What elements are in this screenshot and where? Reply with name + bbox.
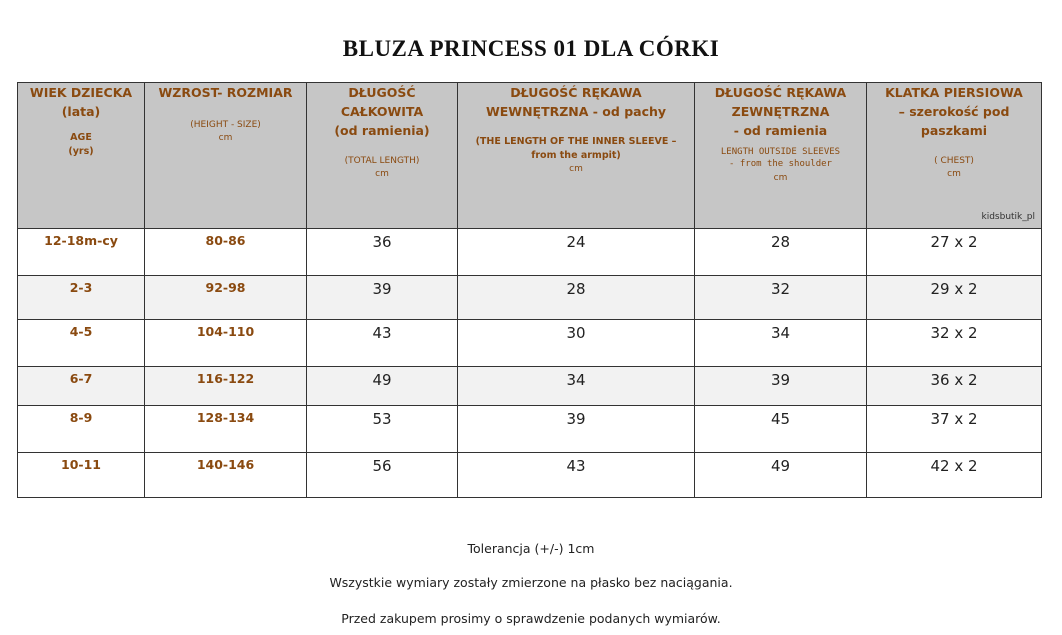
- header-total-main-2: CAŁKOWITA: [340, 104, 424, 119]
- cell-outer-sleeve: 34: [695, 320, 867, 367]
- cell-age: 12-18m-cy: [18, 229, 145, 276]
- cell-height: 140-146: [145, 453, 307, 498]
- cell-age: 10-11: [18, 453, 145, 498]
- cell-outer-sleeve: 39: [695, 367, 867, 406]
- header-outer-unit: cm: [773, 173, 788, 183]
- header-chest-unit: cm: [947, 169, 961, 179]
- cell-age: 2-3: [18, 276, 145, 320]
- header-age-sub-1: AGE: [70, 132, 92, 143]
- cell-inner-sleeve: 30: [458, 320, 695, 367]
- cell-inner-sleeve: 39: [458, 406, 695, 453]
- header-inner-unit: cm: [569, 164, 583, 174]
- header-inner-sub-2: from the armpit): [531, 150, 621, 161]
- header-total-main-1: DŁUGOŚĆ: [348, 85, 416, 100]
- header-total-length: [307, 83, 458, 229]
- page-title: BLUZA PRINCESS 01 DLA CÓRKI: [342, 36, 720, 61]
- header-age-main-2: (lata): [61, 104, 101, 119]
- cell-inner-sleeve: 24: [458, 229, 695, 276]
- header-chest: [867, 83, 1042, 229]
- cell-inner-sleeve: 43: [458, 453, 695, 498]
- header-outer-main-1: DŁUGOŚĆ RĘKAWA: [714, 85, 847, 100]
- header-outer-main-3: - od ramienia: [733, 123, 828, 138]
- cell-outer-sleeve: 45: [695, 406, 867, 453]
- cell-height: 128-134: [145, 406, 307, 453]
- table-row: [18, 406, 1042, 453]
- cell-outer-sleeve: 28: [695, 229, 867, 276]
- check-sizes-note: Przed zakupem prosimy o sprawdzenie podanych wymiarów.: [341, 611, 721, 626]
- header-chest-main-3: paszkami: [920, 123, 988, 138]
- header-total-sub-1: (TOTAL LENGTH): [344, 156, 420, 166]
- header-inner-main-2: WEWNĘTRZNA - od pachy: [485, 104, 667, 119]
- table-row: [18, 276, 1042, 320]
- header-height: [145, 83, 307, 229]
- cell-total-length: 53: [307, 406, 458, 453]
- cell-age: 4-5: [18, 320, 145, 367]
- table-row: [18, 453, 1042, 498]
- header-inner-main-1: DŁUGOŚĆ RĘKAWA: [510, 85, 642, 100]
- header-inner-sub-1: (THE LENGTH OF THE INNER SLEEVE –: [475, 136, 677, 147]
- cell-total-length: 56: [307, 453, 458, 498]
- cell-height: 92-98: [145, 276, 307, 320]
- cell-total-length: 49: [307, 367, 458, 406]
- header-inner-sleeve: [458, 83, 695, 229]
- table-row: [18, 320, 1042, 367]
- watermark: kidsbutik_pl: [981, 212, 1035, 222]
- cell-chest: 32 x 2: [867, 320, 1042, 367]
- header-total-unit: cm: [375, 169, 389, 179]
- cell-outer-sleeve: 32: [695, 276, 867, 320]
- header-total-main-3: (od ramienia): [334, 123, 430, 138]
- cell-height: 116-122: [145, 367, 307, 406]
- header-chest-sub-1: ( CHEST): [934, 156, 974, 166]
- cell-age: 8-9: [18, 406, 145, 453]
- table-row: [18, 229, 1042, 276]
- cell-chest: 29 x 2: [867, 276, 1042, 320]
- measurement-note: Wszystkie wymiary zostały zmierzone na płasko bez naciągania.: [329, 575, 733, 590]
- tolerance-note: Tolerancja (+/-) 1cm: [467, 541, 595, 556]
- cell-total-length: 36: [307, 229, 458, 276]
- cell-age: 6-7: [18, 367, 145, 406]
- header-age: [18, 83, 145, 229]
- header-chest-main-1: KLATKA PIERSIOWA: [885, 85, 1023, 100]
- header-outer-sleeve: [695, 83, 867, 229]
- header-height-unit: cm: [218, 133, 233, 143]
- cell-chest: 37 x 2: [867, 406, 1042, 453]
- header-outer-main-2: ZEWNĘTRZNA: [731, 104, 830, 119]
- cell-total-length: 39: [307, 276, 458, 320]
- cell-chest: 27 x 2: [867, 229, 1042, 276]
- header-outer-sub-1: LENGTH OUTSIDE SLEEVES: [720, 147, 841, 157]
- cell-chest: 36 x 2: [867, 367, 1042, 406]
- cell-chest: 42 x 2: [867, 453, 1042, 498]
- table-row: [18, 367, 1042, 406]
- header-age-main-1: WIEK DZIECKA: [29, 85, 133, 100]
- header-outer-sub-2: - from the shoulder: [729, 159, 832, 169]
- header-chest-main-2: – szerokość pod: [898, 104, 1010, 119]
- header-age-sub-2: (yrs): [68, 146, 94, 157]
- header-height-main-1: WZROST- ROZMIAR: [158, 85, 293, 100]
- cell-total-length: 43: [307, 320, 458, 367]
- cell-height: 80-86: [145, 229, 307, 276]
- cell-height: 104-110: [145, 320, 307, 367]
- cell-inner-sleeve: 34: [458, 367, 695, 406]
- header-height-sub-1: (HEIGHT - SIZE): [190, 120, 261, 130]
- cell-inner-sleeve: 28: [458, 276, 695, 320]
- size-table: [17, 82, 1042, 498]
- cell-outer-sleeve: 49: [695, 453, 867, 498]
- header-row: [18, 83, 1042, 229]
